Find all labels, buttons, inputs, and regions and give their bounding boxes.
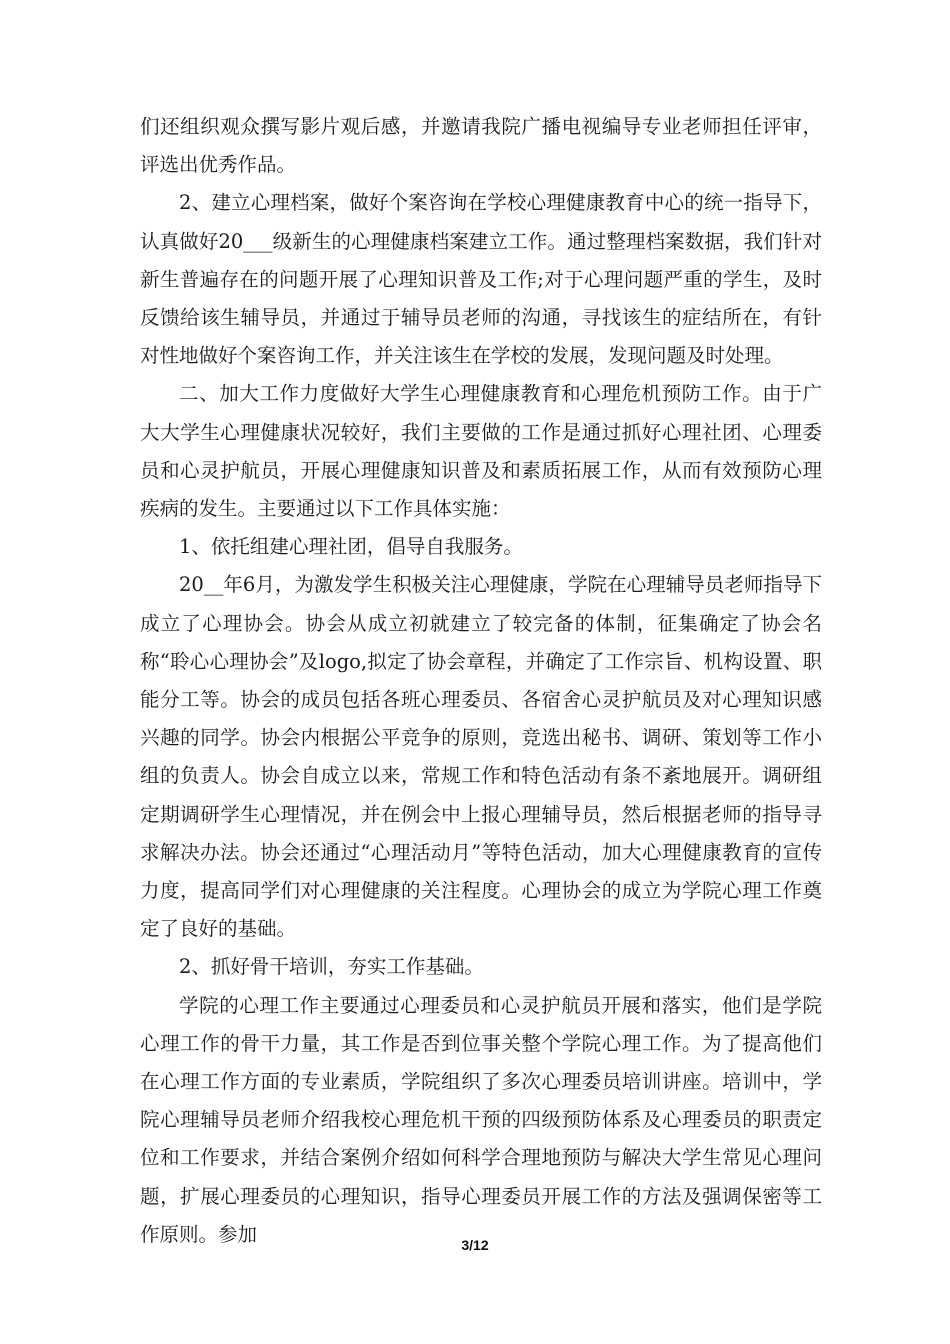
paragraph-6: 2、抓好骨干培训，夯实工作基础。 xyxy=(179,955,484,979)
page-number: 3/12 xyxy=(461,1237,489,1253)
paragraph-7: 学院的心理工作主要通过心理委员和心灵护航员开展和落实，他们是学院心理工作的骨干力量，其工作是否到位事关整个学院心理工作。为了提高他们在心理工作方面的专业素质，学院组织了多次心理委员培训讲座。培训中，学院心理辅导员老师介绍我校心理危机干预的四级预防体系及心理委员的职责定位和工作要求，并结合案例介绍如何科学合理地预防与解决大学生常见心理问题，扩展心理委员的心理知识，指导心理委员开展工作的方法及强调保密等工作原则。参加 xyxy=(140,993,822,1246)
paragraph-2: 2、建立心理档案，做好个案咨询在学校心理健康教育中心的统一指导下，认真做好20___级新生的心理健康档案建立工作。通过整理档案数据，我们针对新生普遍存在的问题开展了心理知识普及工作;对于心理问题严重的学生，及时反馈给该生辅导员，并通过于辅导员老师的沟通，寻找该生的症结所在，有针对性地做好个案咨询工作，并关注该生在学校的发展，发现问题及时处理。 xyxy=(140,191,822,368)
paragraph-5: 20__年6月，为激发学生积极关注心理健康，学院在心理辅导员老师指导下成立了心理协会。协会从成立初就建立了较完备的体制，征集确定了协会名称“聆心心理协会”及logo,拟定了协会章程，并确定了工作宗旨、机构设置、职能分工等。协会的成员包括各班心理委员、各宿舍心灵护航员及对心理知识感兴趣的同学。协会内根据公平竞争的原则，竞选出秘书、调研、策划等工作小组的负责人。协会自成立以来，常规工作和特色活动有条不紊地展开。调研组定期调研学生心理情况，并在例会中上报心理辅导员，然后根据老师的指导寻求解决办法。协会还通过“心理活动月”等特色活动，加大心理健康教育的宣传力度，提高同学们对心理健康的关注程度。心理协会的成立为学院心理工作奠定了良好的基础。 xyxy=(140,573,822,941)
paragraph-3: 二、加大工作力度做好大学生心理健康教育和心理危机预防工作。由于广大大学生心理健康状况较好，我们主要做的工作是通过抓好心理社团、心理委员和心灵护航员，开展心理健康知识普及和素质拓展工作，从而有效预防心理疾病的发生。主要通过以下工作具体实施： xyxy=(140,382,822,521)
document-body xyxy=(140,108,822,1254)
paragraph-1: 们还组织观众撰写影片观后感，并邀请我院广播电视编导专业老师担任评审，评选出优秀作品。 xyxy=(140,115,822,177)
paragraph-4: 1、依托组建心理社团，倡导自我服务。 xyxy=(179,535,523,559)
